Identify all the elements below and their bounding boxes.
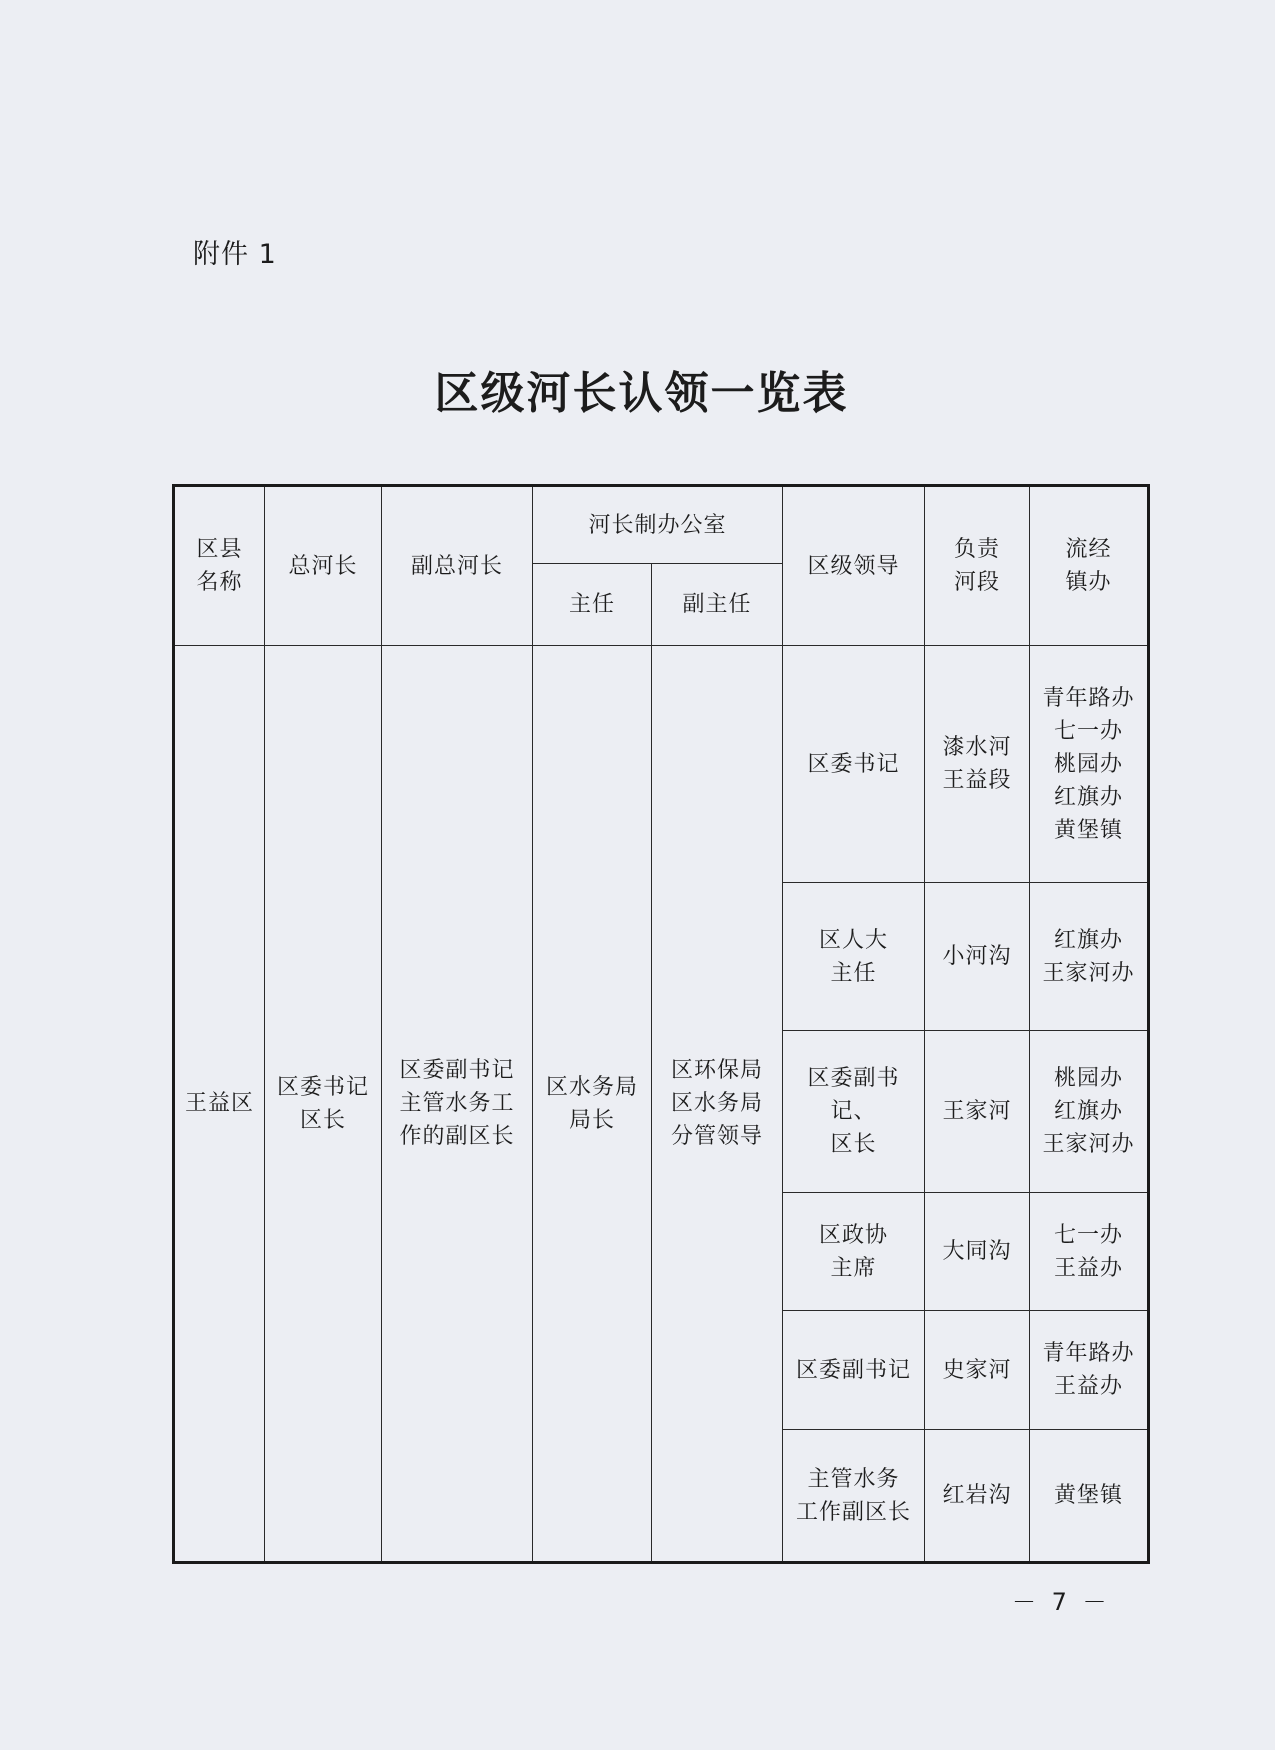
header-chief: 总河长 (265, 486, 382, 646)
cell-towns: 青年路办 七一办 桃园办 红旗办 黄堡镇 (1030, 646, 1149, 883)
cell-section: 漆水河 王益段 (925, 646, 1030, 883)
page-number: － 7 － (1012, 1588, 1111, 1616)
header-leader: 区级领导 (783, 486, 925, 646)
cell-section: 小河沟 (925, 883, 1030, 1031)
cell-leader: 区委副书记、 区长 (783, 1031, 925, 1193)
cell-leader: 区政协 主席 (783, 1193, 925, 1311)
attachment-label: 附件 1 (193, 239, 277, 270)
cell-towns: 红旗办 王家河办 (1030, 883, 1149, 1031)
cell-leader: 主管水务 工作副区长 (783, 1430, 925, 1563)
cell-section: 王家河 (925, 1031, 1030, 1193)
header-county: 区县 名称 (174, 486, 265, 646)
header-office-deputy: 副主任 (652, 564, 783, 646)
cell-deputy-chief: 区委副书记 主管水务工 作的副区长 (382, 646, 533, 1563)
cell-towns: 青年路办 王益办 (1030, 1311, 1149, 1430)
cell-section: 红岩沟 (925, 1430, 1030, 1563)
cell-office-deputy: 区环保局 区水务局 分管领导 (652, 646, 783, 1563)
table-row (174, 646, 1149, 883)
cell-leader: 区人大 主任 (783, 883, 925, 1031)
page-title: 区级河长认领一览表 (434, 368, 849, 419)
cell-leader: 区委副书记 (783, 1311, 925, 1430)
header-section: 负责 河段 (925, 486, 1030, 646)
cell-chief: 区委书记 区长 (265, 646, 382, 1563)
cell-towns: 桃园办 红旗办 王家河办 (1030, 1031, 1149, 1193)
cell-towns: 七一办 王益办 (1030, 1193, 1149, 1311)
cell-office-director: 区水务局 局长 (533, 646, 652, 1563)
cell-towns: 黄堡镇 (1030, 1430, 1149, 1563)
cell-section: 大同沟 (925, 1193, 1030, 1311)
cell-leader: 区委书记 (783, 646, 925, 883)
cell-section: 史家河 (925, 1311, 1030, 1430)
header-office-director: 主任 (533, 564, 652, 646)
header-towns: 流经 镇办 (1030, 486, 1149, 646)
header-row-top (174, 486, 1149, 564)
header-office: 河长制办公室 (533, 486, 783, 564)
cell-county: 王益区 (174, 646, 265, 1563)
river-chief-table (172, 484, 1150, 1564)
river-chief-table-container (172, 484, 1147, 1564)
header-deputy-chief: 副总河长 (382, 486, 533, 646)
